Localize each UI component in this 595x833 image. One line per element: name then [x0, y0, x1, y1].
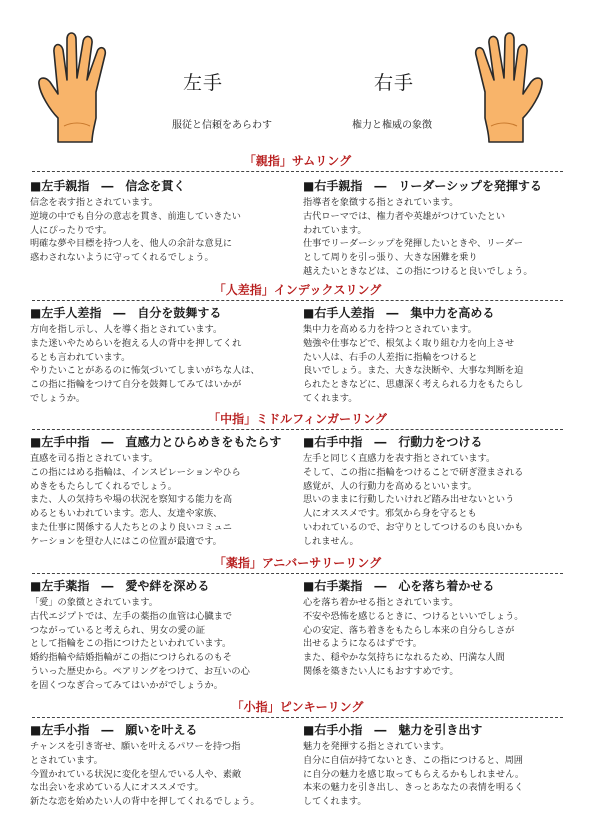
left-hand-column [30, 723, 295, 809]
section-divider [32, 429, 563, 430]
right-hand-column [303, 435, 568, 549]
section-title: 「薬指」アニバーサリーリング [213, 556, 382, 570]
left-hand-icon [36, 30, 116, 146]
column-body: 左手と同じく直感力を表す指とされています。 そして、この指に指輪をつけることで研ぎ澄まされる 感覚が、人の行動力を高めるといいます。 思いのままに行動したいけれど踏み出せないという 人にオススメです。邪気から身を守るとも いわれているので、お守りとしてつけるのも良いかも しれません。 [303, 453, 524, 547]
section-divider [32, 300, 563, 301]
left-hand-column [30, 435, 295, 549]
left-hand-subtitle: 服従と信頼をあらわす [172, 120, 272, 131]
section-title: 「人差指」インデックスリング [213, 283, 382, 297]
right-hand-column [303, 579, 568, 679]
column-heading: ■右手薬指 ― 心を落ち着かせる [303, 579, 495, 593]
column-body: 集中力を高める力を持つとされています。 勉強や仕事などで、根気よく取り組む力を向上させ たい人は、右手の人差指に指輪をつけると 良いでしょう。また、大きな決断や、大事な判断を迫 られたときなどに、思慮深く考えられる力をもたらし てくれます。 [303, 324, 524, 404]
column-body: 魅力を発揮する指とされています。 自分に自信が持てないとき、この指につけると、周囲 に自分の魅力を感じ取ってもらえるかもしれません。 本来の魅力を引き出し、きっとあなたの表情を明るく してくれます。 [303, 741, 525, 808]
column-body: 指導者を象徴する指とされています。 古代ローマでは、権力者や英雄がつけていたとい われています。 仕事でリーダーシップを発揮したいときや、リーダー として周りを引っ張り、大きな困難を乗り 越えたいときなどは、この指につけると良いでしょう。 [303, 197, 533, 277]
column-heading: ■左手親指 ― 信念を貫く [30, 179, 186, 193]
column-heading: ■左手人差指 ― 自分を鼓舞する [30, 306, 222, 320]
column-body: 方向を指し示し、人を導く指とされています。 また迷いやためらいを抱える人の背中を押してくれ るとも言われています。 やりたいことがあるのに怖気づいてしまいがちな人は、 この指に指輪をつけて自分を鼓舞してみてはいかが でしょうか。 [30, 324, 260, 404]
column-heading: ■右手人差指 ― 集中力を高める [303, 306, 495, 320]
section-divider [32, 171, 563, 172]
right-hand-icon [465, 30, 545, 146]
column-body: チャンスを引き寄せ、願いを叶えるパワーを持つ指 とされています。 今置かれている状況に変化を望んでいる人や、素敵 な出会いを求めている人にオススメです。 新たな恋を始めたい人の背中を押してくれるでしょう。 [30, 741, 260, 808]
right-hand-subtitle: 権力と権威の象徴 [352, 120, 432, 131]
column-body: 「愛」の象徴とされています。 古代エジプトでは、左手の薬指の血管は心臓まで つながっていると考えられ、男女の愛の証 として指輪をこの指につけたといわれています。 婚約指輪や結婚指輪がこの指につけられるのもそ ういった歴史から。ペアリングをつけて、お互いの心 を固くつなぎ合ってみてはいかがでしょうか。 [30, 597, 250, 691]
section-title: 「中指」ミドルフィンガーリング [208, 412, 387, 426]
column-heading: ■左手薬指 ― 愛や絆を深める [30, 579, 210, 593]
section-title: 「小指」ピンキーリング [231, 700, 364, 714]
section-divider [32, 717, 563, 718]
column-heading: ■左手中指 ― 直感力とひらめきをもたらす [30, 435, 282, 449]
column-body: 心を落ち着かせる指とされています。 不安や恐怖を感じるときに、つけるといいでしょう。 心の安定、落ち着きをもたらし本来の自分らしさが 出せるようになるはずです。 また、穏やかな気持ちになれるため、円満な人間 関係を築きたい人にもおすすめです。 [303, 597, 524, 677]
column-heading: ■左手小指 ― 願いを叶える [30, 723, 198, 737]
section-title: 「親指」サムリング [243, 154, 352, 168]
column-heading: ■右手中指 ― 行動力をつける [303, 435, 483, 449]
column-body: 直感を司る指とされています。 この指にはめる指輪は、インスピレーションやひら めきをもたらしてくれるでしょう。 また、人の気持ちや場の状況を察知する能力を高 めるともいわれています。恋人、友達や家族、 また仕事に関係する人たちとのより良いコミュニ ケーションを望む人にはこの位置が最適です。 [30, 453, 241, 547]
column-body: 信念を表す指とされています。 逆境の中でも自分の意志を貫き、前進していきたい 人にぴったりです。 明確な夢や目標を持つ人を、他人の余計な意見に 惑わされないように守ってくれるでしょう。 [30, 197, 241, 264]
right-hand-title: 右手 [374, 72, 415, 94]
column-heading: ■右手親指 ― リーダーシップを発揮する [303, 179, 542, 193]
right-hand-column [303, 179, 568, 279]
left-hand-title: 左手 [183, 72, 224, 94]
left-hand-column [30, 306, 295, 406]
section-divider [32, 573, 563, 574]
right-hand-column [303, 723, 568, 809]
column-heading: ■右手小指 ― 魅力を引き出す [303, 723, 483, 737]
left-hand-column [30, 579, 295, 693]
right-hand-column [303, 306, 568, 406]
left-hand-column [30, 179, 295, 265]
